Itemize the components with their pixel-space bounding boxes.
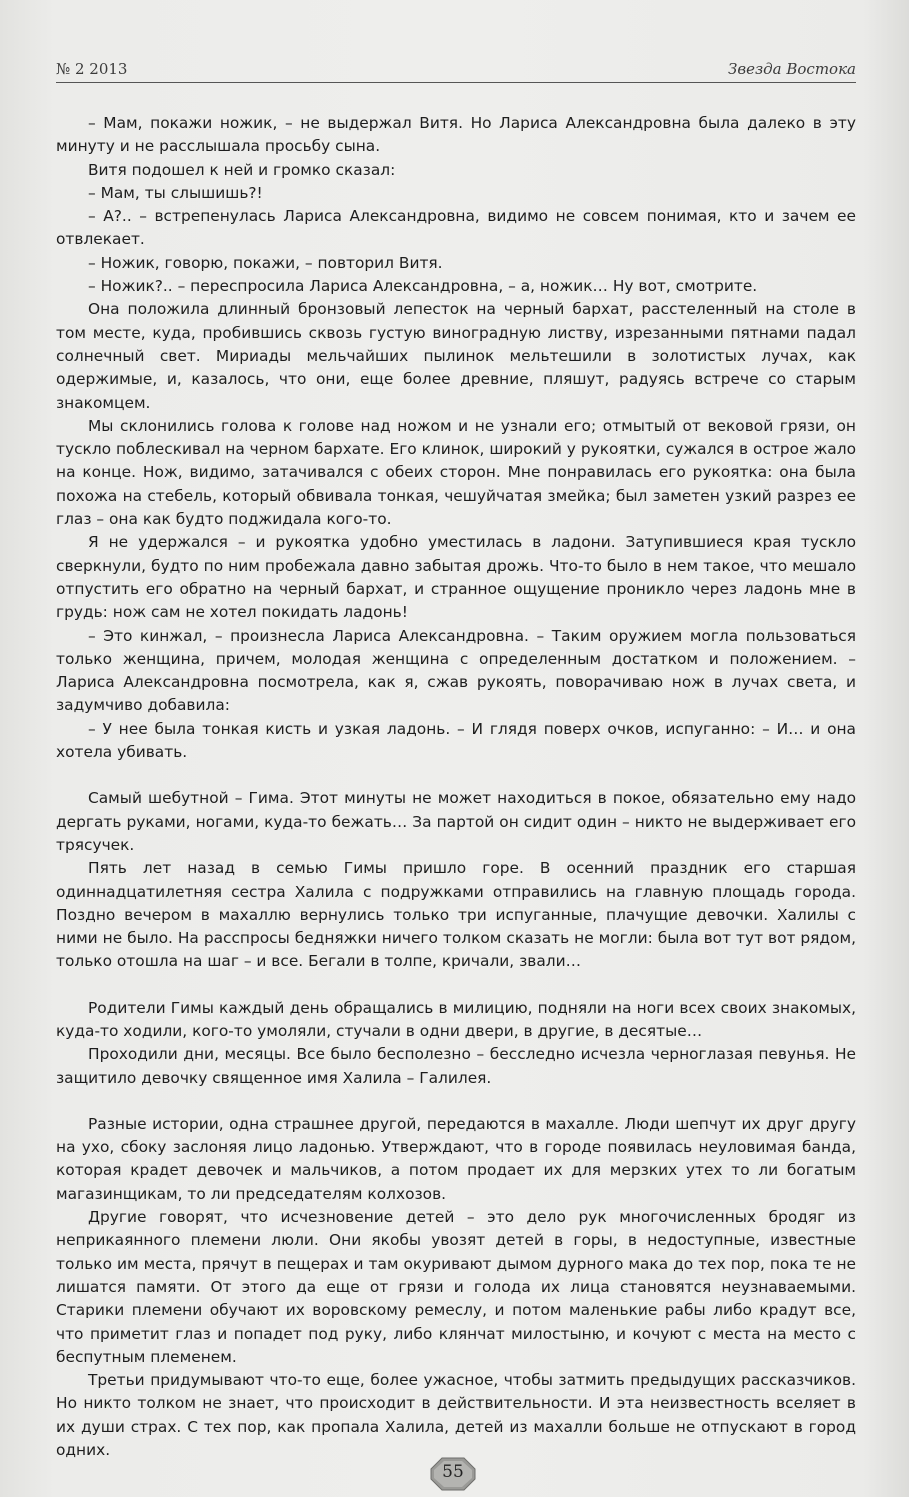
paragraph: – А?.. – встрепенулась Лариса Александровна, видимо не совсем понимая, кто и зачем ее отвлекает. — [56, 207, 856, 249]
paragraph: Самый шебутной – Гима. Этот минуты не может находиться в покое, обязательно ему надо дергать руками, ногами, куда-то бежать… За партой он сидит один – никто не выдерживает его трясучек. — [56, 789, 856, 854]
paragraph: Она положила длинный бронзовый лепесток на черный бархат, расстеленный на столе в том месте, куда, пробившись сквозь густую виноградную листву, изрезанными пятнами падал солнечный свет. Мириады мельчайших пылинок мельтешили в золотистых лучах, как одержимые, и, казалось, что они, еще более древние, пляшут, радуясь встрече со старым знакомцем. — [56, 300, 856, 412]
paragraph: – Мам, ты слышишь?! — [88, 183, 263, 202]
paragraph: – Ножик?.. – переспросила Лариса Александровна, – а, ножик… Ну вот, смотрите. — [88, 277, 758, 296]
paragraph: Другие говорят, что исчезновение детей – это дело рук многочисленных бродяг из неприкаянного племени люли. Они якобы увозят детей в горы, в недоступные, известные только им места, прячут в пещерах и там окуривают дымом дурного мака до тех пор, пока те не лишатся памяти. От этого да еще от грязи и голода их лица становятся неузнаваемыми. Старики племени обучают их воровскому ремеслу, и потом маленькие рабы либо крадут все, что приметит глаз и попадет под руку, либо клянчат милостыню, и кочуют с места на место с беспутным племенем. — [56, 1208, 856, 1366]
paragraph: Третьи придумывают что-то еще, более ужасное, чтобы затмить предыдущих рассказчиков. Но никто толком не знает, что происходит в действительности. И эта неизвестность вселяет в их души страх. С тех пор, как пропала Халила, детей из махалли больше не отпускают в город одних. — [56, 1371, 856, 1460]
paragraph: Витя подошел к ней и громко сказал: — [88, 160, 396, 179]
paragraph: Разные истории, одна страшнее другой, передаются в махалле. Люди шепчут их друг другу на ухо, сбоку заслоняя лицо ладонью. Утверждают, что в городе появилась неуловимая банда, которая крадет девочек и мальчиков, а потом продает их для мерзких утех то ли богатым магазинщикам, то ли председателям колхозов. — [56, 1114, 856, 1203]
paragraph: Родители Гимы каждый день обращались в милицию, подняли на ноги всех своих знакомых, куда-то ходили, кого-то умоляли, стучали в одни двери, в другие, в десятые… — [56, 998, 856, 1040]
paragraph: Я не удержался – и рукоятка удобно уместилась в ладони. Затупившиеся края тускло сверкнули, будто по ним пробежала давно забытая дрожь. Что-то было в нем такое, что мешало отпустить его обратно на черный бархат, и странное ощущение проникло через ладонь мне в грудь: нож сам не хотел покидать ладонь! — [56, 533, 856, 622]
running-header — [56, 60, 856, 83]
paragraph: – Это кинжал, – произнесла Лариса Александровна. – Таким оружием могла пользоваться только женщина, причем, молодая женщина с определенным достатком и положением. – Лариса Александровна посмотрела, как я, сжав рукоять, поворачиваю нож в лучах света, и задумчиво добавила: — [56, 626, 856, 715]
paragraph: Мы склонились голова к голове над ножом и не узнали его; отмытый от вековой грязи, он тускло поблескивал на черном бархате. Его клинок, широкий у рукоятки, сужался в острое жало на конце. Нож, видимо, затачивался с обеих сторон. Мне понравилась его рукоятка: она была похожа на стебель, который обвивала тонкая, чешуйчатая змейка; был заметен узкий разрез ее глаз – она как будто поджидала кого-то. — [56, 416, 856, 529]
paragraph: – Ножик, говорю, покажи, – повторил Витя. — [88, 253, 443, 272]
paragraph: Проходили дни, месяцы. Все было бесполезно – бесследно исчезла черноглазая певунья. Не защитило девочку священное имя Халила – Галилея. — [56, 1045, 856, 1087]
paragraph: Пять лет назад в семью Гимы пришло горе. В осенний праздник его старшая одиннадцатилетняя сестра Халила с подружками отправились на главную площадь города. Поздно вечером в махаллю вернулись только три испуганные, плачущие девочки. Халилы с ними не было. На расспросы бедняжки ничего толком сказать не могли: была вот тут вот рядом, только отошла на шаг – и все. Бегали в толпе, кричали, звали… — [56, 859, 856, 971]
paragraph: – У нее была тонкая кисть и узкая ладонь. – И глядя поверх очков, испуганно: – И… и она хотела убивать. — [56, 719, 856, 762]
article-body — [56, 112, 856, 1462]
paragraph: – Мам, покажи ножик, – не выдержал Витя. Но Лариса Александровна была далеко в эту минуту и не расслышала просьбу сына. — [56, 114, 856, 156]
page-number-badge — [430, 1457, 476, 1491]
page-number: 55 — [442, 1462, 464, 1482]
issue-label: № 2 2013 — [56, 60, 128, 78]
journal-title: Звезда Востока — [728, 60, 856, 78]
